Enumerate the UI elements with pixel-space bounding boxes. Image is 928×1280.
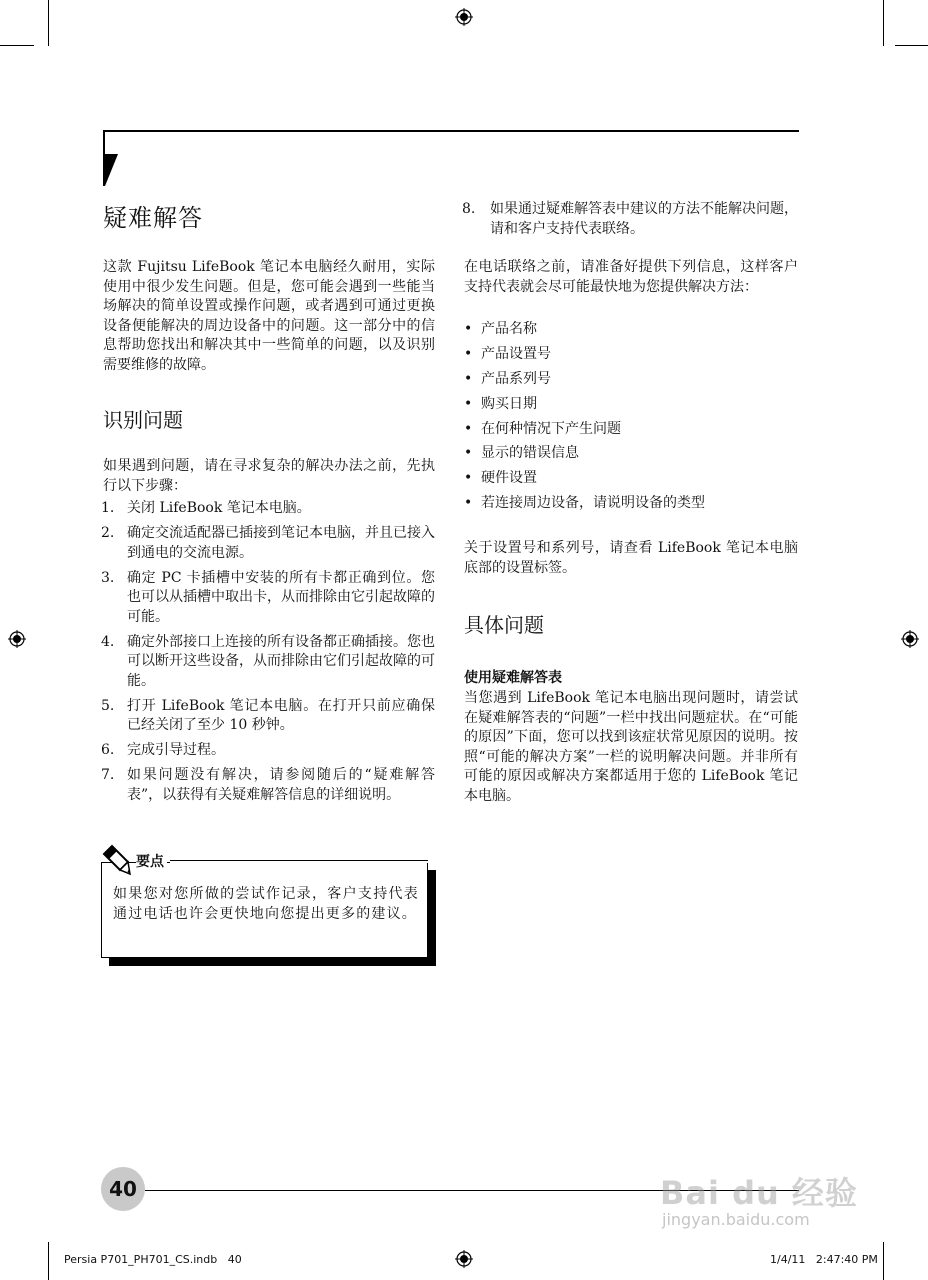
steps-list (103, 499, 435, 811)
info-list (464, 320, 798, 519)
footer-date: 1/4/11 2:47:40 PM (770, 1253, 878, 1266)
step-item: 5. 打开 LifeBook 笔记本电脑。在打开只前应确保已经关闭了至少 10 秒钟。 (101, 697, 435, 733)
section-heading-identify: 识别问题 (103, 408, 183, 432)
list-item: • 显示的错误信息 (464, 445, 579, 462)
specific-paragraph: 当您遇到 LifeBook 笔记本电脑出现问题时，请尝试在疑难解答表的“问题”一栏中找出问题症状。在“可能的原因”下面，您可以找到该症状常见原因的说明。按照“可能的解决方案”一栏的说明解决问题。并非所有可能的原因或解决方案都适用于您的 LifeBook 笔记本电脑。 (464, 690, 798, 804)
note-label: 要点 (136, 851, 167, 871)
step-8-list (464, 200, 798, 245)
page-number: 40 (109, 1177, 137, 1201)
intro-paragraph: 这款 Fujitsu LifeBook 笔记本电脑经久耐用，实际使用中很少发生问题。但是，您可能会遇到一些能当场解决的简单设置或操作问题，或者遇到可通过更换设备便能解决的周边设备中的问题。这一部分中的信息帮助您找出和解决其中一些简单的问题，以及识别需要维修的故障。 (103, 259, 435, 373)
crop-mark (883, 0, 884, 46)
registration-mark-icon (455, 1250, 473, 1268)
list-item: • 在何种情况下产生问题 (464, 420, 621, 437)
footer-file: Persia P701_PH701_CS.indb 40 (64, 1253, 242, 1266)
list-item: • 产品设置号 (464, 345, 551, 362)
step-item: 7. 如果问题没有解决，请参阅随后的“疑难解答表”，以获得有关疑难解答信息的详细说明。 (101, 767, 435, 803)
registration-mark-icon (901, 630, 919, 648)
list-item: • 产品系列号 (464, 370, 551, 387)
step-item: 3. 确定 PC 卡插槽中安装的所有卡都正确到位。您也可以从插槽中取出卡，从而排除由它引起故障的可能。 (101, 569, 435, 625)
corner-tab-icon (103, 154, 118, 186)
list-item: • 购买日期 (464, 395, 537, 412)
step-item: 8. 如果通过疑难解答表中建议的方法不能解决问题，请和客户支持代表联络。 (462, 201, 798, 237)
serial-info: 关于设置号和系列号，请查看 LifeBook 笔记本电脑底部的设置标签。 (464, 540, 798, 576)
step-item: 2. 确定交流适配器已插接到笔记本电脑，并且已接入到通电的交流电源。 (101, 525, 435, 561)
registration-mark-icon (8, 630, 26, 648)
crop-mark (883, 1242, 884, 1280)
crop-mark (48, 0, 49, 46)
contact-lead: 在电话联络之前，请准备好提供下列信息，这样客户支持代表就会尽可能最快地为您提供解决方法： (464, 259, 798, 295)
pencil-icon (98, 842, 132, 876)
list-item: • 产品名称 (464, 321, 537, 337)
list-item: • 硬件设置 (464, 470, 537, 487)
note-text: 如果您对您所做的尝试作记录，客户支持代表通过电话也许会更快地向您提出更多的建议。 (113, 886, 419, 922)
list-item: • 若连接周边设备，请说明设备的类型 (464, 495, 705, 512)
header-rule (103, 130, 799, 132)
page-title: 疑难解答 (103, 204, 203, 232)
crop-mark (0, 45, 34, 46)
note-label-rule (170, 860, 428, 861)
registration-mark-icon (455, 8, 473, 26)
watermark-brand: Bai du 经验 (660, 1174, 858, 1212)
identify-lead: 如果遇到问题，请在寻求复杂的解决办法之前，先执行以下步骤： (103, 458, 435, 494)
crop-mark (48, 1242, 49, 1280)
crop-mark (895, 45, 928, 46)
watermark-url: jingyan.baidu.com (662, 1210, 810, 1229)
subheading-use-table: 使用疑难解答表 (464, 670, 562, 686)
note-header-rule (170, 862, 428, 863)
step-item: 6. 完成引导过程。 (101, 742, 225, 758)
section-heading-specific: 具体问题 (464, 613, 544, 637)
step-item: 4. 确定外部接口上连接的所有设备都正确插接。您也可以断开这些设备，从而排除由它们引起故障的可能。 (101, 633, 435, 689)
step-item: 1. 关闭 LifeBook 笔记本电脑。 (101, 500, 311, 516)
